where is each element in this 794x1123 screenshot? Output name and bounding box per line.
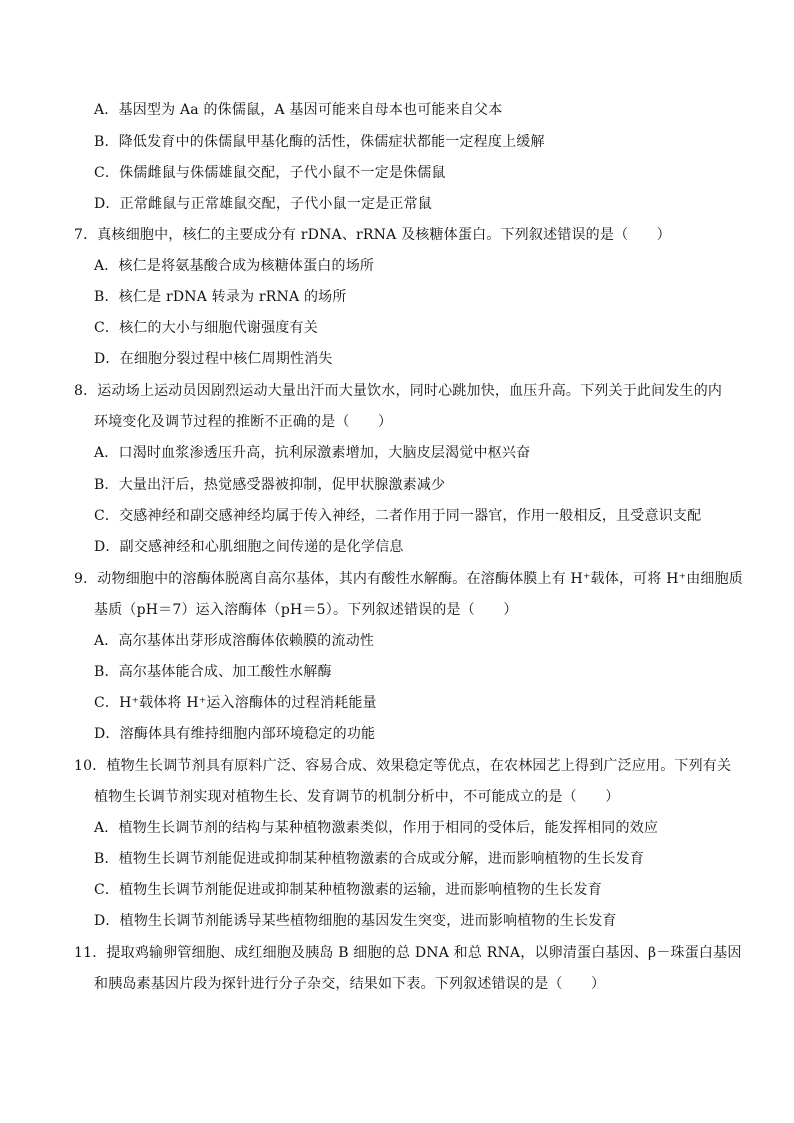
- q9-option-c: C．H⁺载体将 H⁺运入溶酶体的过程消耗能量: [94, 695, 377, 711]
- q7-stem: 7．真核细胞中，核仁的主要成分有 rDNA、rRNA 及核糖体蛋白。下列叙述错误的是（ ）: [74, 227, 671, 243]
- q8-option-d: D．副交感神经和心肌细胞之间传递的是化学信息: [94, 539, 404, 555]
- q6-option-b: B．降低发育中的侏儒鼠甲基化酶的活性，侏儒症状都能一定程度上缓解: [94, 134, 545, 150]
- q11-stem-line1: 11．提取鸡输卵管细胞、成红细胞及胰岛 B 细胞的总 DNA 和总 RNA，以卵清蛋白基因、β－珠蛋白基因: [74, 945, 742, 961]
- q10-option-a: A．植物生长调节剂的结构与某种植物激素类似，作用于相同的受体后，能发挥相同的效应: [94, 820, 659, 836]
- q7-option-d: D．在细胞分裂过程中核仁周期性消失: [94, 351, 333, 367]
- q9-stem-line2: 基质（pH＝7）运入溶酶体（pH＝5）。下列叙述错误的是（ ）: [94, 602, 518, 618]
- q8-option-c: C．交感神经和副交感神经均属于传入神经，二者作用于同一器官，作用一般相反，且受意识支配: [94, 508, 702, 524]
- q7-option-c: C．核仁的大小与细胞代谢强度有关: [94, 320, 318, 336]
- q7-option-b: B．核仁是 rDNA 转录为 rRNA 的场所: [94, 289, 347, 305]
- q8-option-b: B．大量出汗后，热觉感受器被抑制，促甲状腺激素减少: [94, 477, 446, 493]
- q6-option-c: C．侏儒雌鼠与侏儒雄鼠交配，子代小鼠不一定是侏儒鼠: [94, 165, 446, 181]
- q9-option-b: B．高尔基体能合成、加工酸性水解酶: [94, 664, 332, 680]
- q10-option-b: B．植物生长调节剂能促进或抑制某种植物激素的合成或分解，进而影响植物的生长发育: [94, 851, 645, 867]
- q9-option-d: D．溶酶体具有维持细胞内部环境稳定的功能: [94, 726, 376, 742]
- q10-stem-line2: 植物生长调节剂实现对植物生长、发育调节的机制分析中，不可能成立的是（ ）: [94, 789, 620, 805]
- q8-stem-line2: 环境变化及调节过程的推断不正确的是（ ）: [94, 414, 393, 430]
- q8-stem-line1: 8．运动场上运动员因剧烈运动大量出汗而大量饮水，同时心跳加快，血压升高。下列关于此间发生的内: [74, 383, 723, 399]
- q8-option-a: A．口渴时血浆渗透压升高，抗利尿激素增加，大脑皮层渴觉中枢兴奋: [94, 445, 531, 461]
- q7-option-a: A．核仁是将氨基酸合成为核糖体蛋白的场所: [94, 258, 375, 274]
- q9-stem-line1: 9．动物细胞中的溶酶体脱离自高尔基体，其内有酸性水解酶。在溶酶体膜上有 H⁺载体，可将 H⁺由细胞质: [74, 571, 744, 587]
- q6-option-d: D．正常雌鼠与正常雄鼠交配，子代小鼠一定是正常鼠: [94, 196, 433, 212]
- q10-option-c: C．植物生长调节剂能促进或抑制某种植物激素的运输，进而影响植物的生长发育: [94, 882, 602, 898]
- q10-stem-line1: 10．植物生长调节剂具有原料广泛、容易合成、效果稳定等优点，在农林园艺上得到广泛应用。下列有关: [74, 758, 732, 774]
- q11-stem-line2: 和胰岛素基因片段为探针进行分子杂交，结果如下表。下列叙述错误的是（ ）: [94, 976, 606, 992]
- q6-option-a: A．基因型为 Aa 的侏儒鼠，A 基因可能来自母本也可能来自父本: [94, 102, 503, 118]
- q10-option-d: D．植物生长调节剂能诱导某些植物细胞的基因发生突变，进而影响植物的生长发育: [94, 913, 617, 929]
- q9-option-a: A．高尔基体出芽形成溶酶体依赖膜的流动性: [94, 633, 375, 649]
